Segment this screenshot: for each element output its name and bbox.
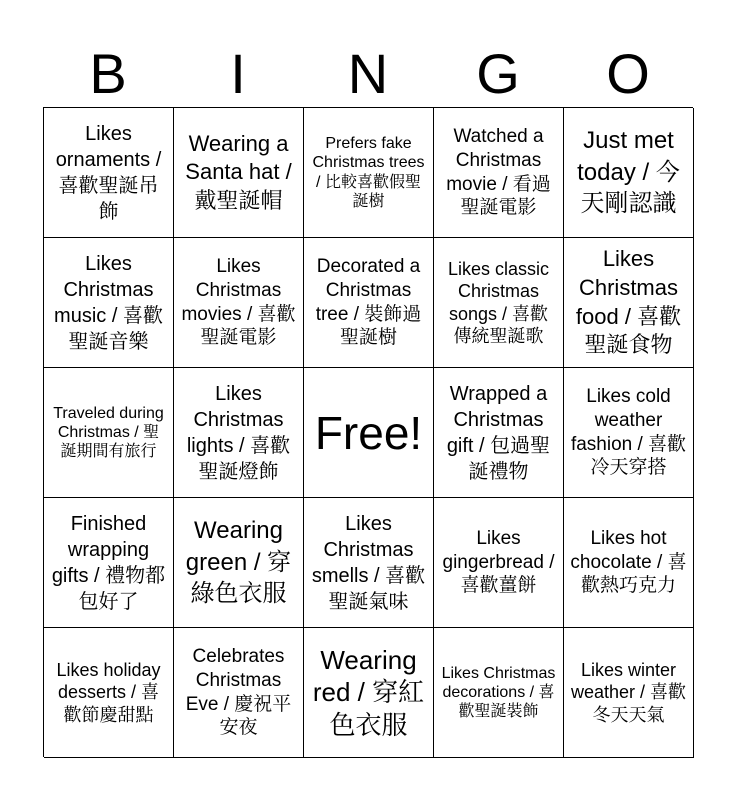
bingo-cell[interactable]: Decorated a Christmas tree / 裝飾過聖誕樹 — [304, 238, 434, 368]
bingo-cell[interactable]: Wearing green / 穿綠色衣服 — [174, 498, 304, 628]
header-letter-n: N — [347, 42, 389, 105]
bingo-cell[interactable]: Prefers fake Christmas trees / 比較喜歡假聖誕樹 — [304, 108, 434, 238]
bingo-cell[interactable]: Watched a Christmas movie / 看過聖誕電影 — [434, 108, 564, 238]
bingo-cell[interactable]: Likes Christmas movies / 喜歡聖誕電影 — [174, 238, 304, 368]
bingo-cell[interactable]: Likes Christmas lights / 喜歡聖誕燈飾 — [174, 368, 304, 498]
bingo-cell[interactable]: Wearing a Santa hat / 戴聖誕帽 — [174, 108, 304, 238]
bingo-cell[interactable]: Likes ornaments / 喜歡聖誕吊飾 — [44, 108, 174, 238]
bingo-cell[interactable]: Likes gingerbread / 喜歡薑餅 — [434, 498, 564, 628]
bingo-cell[interactable]: Likes holiday desserts / 喜歡節慶甜點 — [44, 628, 174, 758]
header-letter-o: O — [606, 42, 650, 105]
header-letter-g: G — [476, 42, 520, 105]
bingo-cell[interactable]: Wrapped a Christmas gift / 包過聖誕禮物 — [434, 368, 564, 498]
bingo-cell[interactable]: Likes winter weather / 喜歡冬天天氣 — [564, 628, 694, 758]
free-space[interactable]: Free! — [304, 368, 434, 498]
bingo-cell[interactable]: Likes Christmas decorations / 喜歡聖誕裝飾 — [434, 628, 564, 758]
header-letter-i: I — [230, 42, 246, 105]
bingo-cell[interactable]: Wearing red / 穿紅色衣服 — [304, 628, 434, 758]
bingo-cell[interactable]: Likes Christmas smells / 喜歡聖誕氣味 — [304, 498, 434, 628]
bingo-cell[interactable]: Likes Christmas music / 喜歡聖誕音樂 — [44, 238, 174, 368]
bingo-cell[interactable]: Celebrates Christmas Eve / 慶祝平安夜 — [174, 628, 304, 758]
bingo-cell[interactable]: Traveled during Christmas / 聖誕期間有旅行 — [44, 368, 174, 498]
bingo-grid — [43, 107, 693, 757]
bingo-cell[interactable]: Likes Christmas food / 喜歡聖誕食物 — [564, 238, 694, 368]
bingo-cell[interactable]: Likes classic Christmas songs / 喜歡傳統聖誕歌 — [434, 238, 564, 368]
bingo-cell[interactable]: Just met today / 今天剛認識 — [564, 108, 694, 238]
header-letter-b: B — [89, 42, 127, 105]
bingo-cell[interactable]: Likes cold weather fashion / 喜歡冷天穿搭 — [564, 368, 694, 498]
bingo-cell[interactable]: Finished wrapping gifts / 禮物都包好了 — [44, 498, 174, 628]
bingo-cell[interactable]: Likes hot chocolate / 喜歡熱巧克力 — [564, 498, 694, 628]
bingo-header — [43, 40, 693, 108]
